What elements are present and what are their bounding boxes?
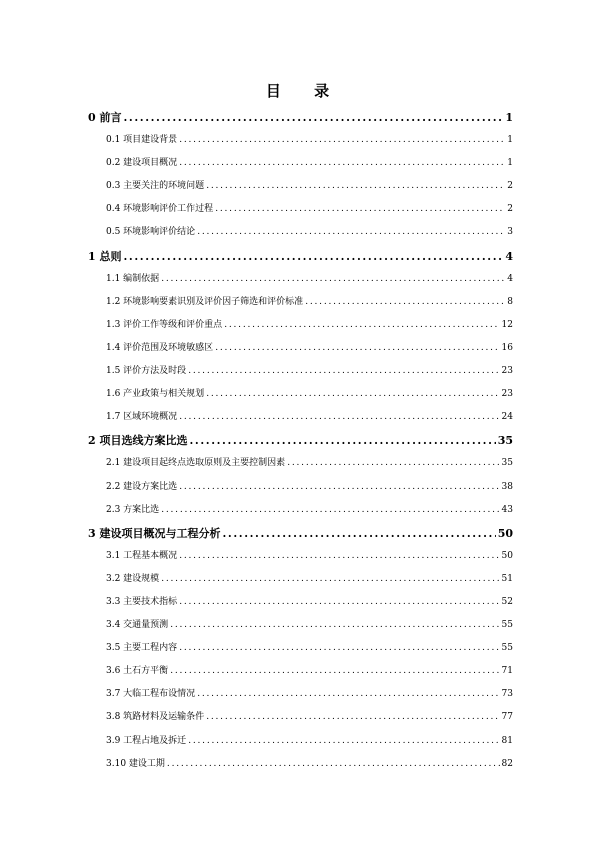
toc-entry-page-number: 2: [507, 181, 513, 192]
toc-entry-label: 1.2 环境影响要素识别及评价因子筛选和评价标准: [106, 296, 304, 307]
toc-entry-page-number: 81: [501, 735, 513, 746]
toc-entry-page-number: 16: [501, 342, 513, 353]
toc-section-entry[interactable]: [88, 730, 513, 753]
dot-leader: [123, 245, 503, 268]
toc-entry-label: 0.5 环境影响评价结论: [106, 227, 196, 238]
dot-leader: [179, 591, 499, 614]
dot-leader: [170, 660, 499, 683]
toc-section-entry[interactable]: [88, 568, 513, 591]
toc-entry-label: 3.4 交通量预测: [106, 620, 169, 631]
dot-leader: [222, 522, 495, 545]
dot-leader: [170, 614, 499, 637]
dot-leader: [161, 499, 499, 522]
toc-section-entry[interactable]: [88, 706, 513, 729]
toc-chapter-entry[interactable]: [88, 429, 513, 452]
dot-leader: [161, 268, 505, 291]
toc-section-entry[interactable]: [88, 175, 513, 198]
toc-chapter-entry[interactable]: [88, 245, 513, 268]
toc-entry-page-number: 4: [505, 249, 513, 263]
toc-entry-label: 3.9 工程占地及拆迁: [106, 735, 187, 746]
toc-entry-label: 1 总则: [88, 249, 122, 263]
toc-entry-label: 3.2 建设规模: [106, 573, 160, 584]
dot-leader: [197, 221, 505, 244]
toc-entry-page-number: 2: [507, 204, 513, 215]
dot-leader: [179, 545, 499, 568]
toc-entry-label: 0 前言: [88, 111, 122, 124]
dot-leader: [206, 383, 499, 406]
toc-entry-page-number: 50: [501, 550, 513, 561]
toc-section-entry[interactable]: [88, 499, 513, 522]
dot-leader: [179, 637, 499, 660]
toc-section-entry[interactable]: [88, 637, 513, 660]
toc-section-entry[interactable]: [88, 360, 513, 383]
dot-leader: [215, 198, 505, 221]
toc-entry-label: 2 项目选线方案比选: [88, 434, 188, 448]
toc-section-entry[interactable]: [88, 198, 513, 221]
toc-entry-label: 1.5 评价方法及时段: [106, 366, 187, 377]
toc-section-entry[interactable]: [88, 383, 513, 406]
toc-entry-page-number: 23: [501, 389, 513, 400]
toc-entry-label: 3.7 大临工程布设情况: [106, 689, 196, 700]
toc-section-entry[interactable]: [88, 476, 513, 499]
dot-leader: [179, 129, 505, 152]
dot-leader: [197, 683, 499, 706]
toc-section-entry[interactable]: [88, 660, 513, 683]
toc-entry-page-number: 3: [507, 227, 513, 238]
toc-entry-page-number: 4: [507, 273, 513, 284]
dot-leader: [161, 568, 499, 591]
toc-entry-page-number: 23: [501, 366, 513, 377]
toc-entry-label: 2.1 建设项目起终点选取原则及主要控制因素: [106, 458, 286, 469]
toc-section-entry[interactable]: [88, 291, 513, 314]
toc-entry-label: 2.2 建设方案比选: [106, 481, 178, 492]
toc-chapter-entry[interactable]: [88, 522, 513, 545]
toc-entry-label: 0.1 项目建设背景: [106, 135, 178, 146]
toc-section-entry[interactable]: [88, 314, 513, 337]
toc-entry-page-number: 43: [501, 504, 513, 515]
toc-entry-label: 3 建设项目概况与工程分析: [88, 526, 221, 540]
toc-section-entry[interactable]: [88, 337, 513, 360]
toc-entry-page-number: 8: [507, 296, 513, 307]
toc-entry-label: 0.4 环境影响评价工作过程: [106, 204, 214, 215]
toc-section-entry[interactable]: [88, 545, 513, 568]
toc-section-entry[interactable]: [88, 268, 513, 291]
toc-entry-label: 1.4 评价范围及环境敏感区: [106, 342, 214, 353]
dot-leader: [167, 753, 500, 776]
toc-section-entry[interactable]: [88, 406, 513, 429]
dot-leader: [206, 175, 505, 198]
toc-entry-label: 1.1 编制依据: [106, 273, 160, 284]
toc-entry-label: 2.3 方案比选: [106, 504, 160, 515]
dot-leader: [215, 337, 499, 360]
toc-chapter-entry[interactable]: [88, 106, 513, 129]
toc-section-entry[interactable]: [88, 753, 513, 776]
toc-entry-page-number: 77: [501, 712, 513, 723]
toc-section-entry[interactable]: [88, 683, 513, 706]
page-title: 目 录: [265, 82, 344, 100]
dot-leader: [305, 291, 505, 314]
toc-entry-page-number: 55: [501, 643, 513, 654]
toc-section-entry[interactable]: [88, 614, 513, 637]
dot-leader: [123, 106, 503, 129]
toc-entry-label: 3.3 主要技术指标: [106, 596, 178, 607]
dot-leader: [188, 360, 499, 383]
toc-entry-page-number: 73: [501, 689, 513, 700]
toc-entry-label: 3.8 筑路材料及运输条件: [106, 712, 205, 723]
toc-entry-page-number: 35: [501, 458, 513, 469]
toc-entry-page-number: 38: [501, 481, 513, 492]
dot-leader: [287, 452, 499, 475]
toc-section-entry[interactable]: [88, 152, 513, 175]
toc-entry-label: 1.6 产业政策与相关规划: [106, 389, 205, 400]
toc-entry-label: 0.3 主要关注的环境问题: [106, 181, 205, 192]
dot-leader: [188, 730, 499, 753]
dot-leader: [206, 706, 499, 729]
toc-entry-page-number: 50: [497, 526, 513, 540]
toc-entry-label: 1.7 区域环境概况: [106, 412, 178, 423]
toc-entry-label: 1.3 评价工作等级和评价重点: [106, 319, 223, 330]
toc-entry-label: 3.6 土石方平衡: [106, 666, 169, 677]
dot-leader: [179, 406, 499, 429]
toc-entry-page-number: 35: [497, 434, 513, 448]
table-of-contents: [88, 106, 513, 776]
toc-entry-label: 3.1 工程基本概况: [106, 550, 178, 561]
dot-leader: [189, 429, 495, 452]
toc-entry-page-number: 12: [501, 319, 513, 330]
toc-section-entry[interactable]: [88, 129, 513, 152]
toc-entry-label: 3.10 建设工期: [106, 758, 165, 769]
toc-entry-page-number: 1: [505, 111, 513, 124]
toc-entry-page-number: 52: [501, 596, 513, 607]
toc-entry-page-number: 24: [501, 412, 513, 423]
dot-leader: [179, 152, 505, 175]
toc-entry-page-number: 82: [501, 758, 513, 769]
toc-entry-page-number: 55: [501, 620, 513, 631]
toc-entry-page-number: 51: [501, 573, 513, 584]
toc-section-entry[interactable]: [88, 591, 513, 614]
dot-leader: [224, 314, 499, 337]
toc-entry-page-number: 71: [501, 666, 513, 677]
toc-entry-page-number: 1: [507, 158, 513, 169]
toc-section-entry[interactable]: [88, 221, 513, 244]
dot-leader: [179, 476, 499, 499]
toc-entry-label: 0.2 建设项目概况: [106, 158, 178, 169]
toc-section-entry[interactable]: [88, 452, 513, 475]
toc-entry-label: 3.5 主要工程内容: [106, 643, 178, 654]
toc-entry-page-number: 1: [507, 135, 513, 146]
